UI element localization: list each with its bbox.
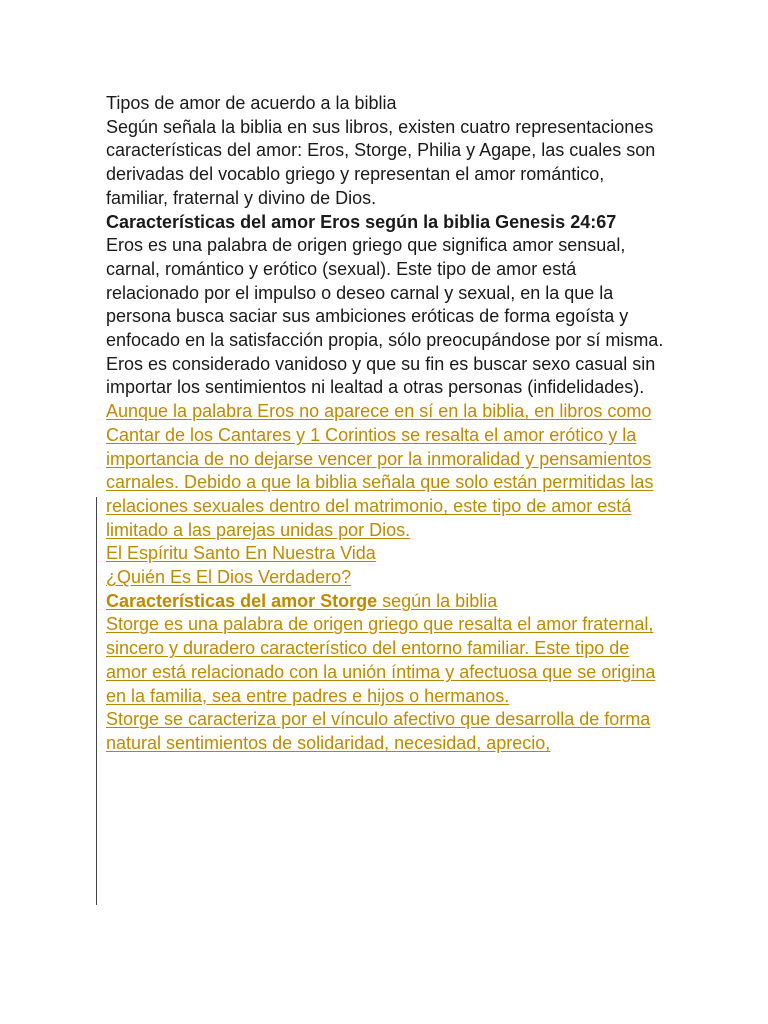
storge-paragraph-1-link[interactable]: Storge es una palabra de origen griego que resalta el amor fraternal, sincero y duradero característico del entorno familiar. Este tipo de amor está relacionado con la unión íntima y afectuosa que se origina en la familia, sea entre padres e hijos o hermanos. [106,614,656,706]
storge-paragraph-2-link[interactable]: Storge se caracteriza por el vínculo afectivo que desarrolla de forma natural sentimientos de solidaridad, necesidad, aprecio, [106,709,651,753]
eros-heading: Características del amor Eros según la biblia Genesis 24:67 [106,211,617,232]
eros-paragraph-2: Eros es considerado vanidoso y que su fin es buscar sexo casual sin importar los sentimientos ni lealtad a otras personas (infidelidades). [106,353,656,398]
link-espiritu-santo[interactable]: El Espíritu Santo En Nuestra Vida [106,543,376,564]
document-title: Tipos de amor de acuerdo a la biblia [106,93,397,113]
revision-change-bar [96,497,97,905]
document-body [106,92,666,756]
eros-paragraph-1: Eros es una palabra de origen griego que significa amor sensual, carnal, romántico y erótico (sexual). Este tipo de amor está relacionado por el impulso o deseo carnal y sexual, en la que la persona busca saciar sus ambiciones eróticas de forma egoísta y enfocado en la satisfacción propia, sólo preocupándose por sí misma. [106,235,664,351]
eros-paragraph-3-link[interactable]: Aunque la palabra Eros no aparece en sí en la biblia, en libros como Cantar de los Cantares y 1 Corintios se resalta el amor erótico y la importancia de no dejarse vencer por la inmoralidad y pensamientos carnales. Debido a que la biblia señala que solo están permitidas las relaciones sexuales dentro del matrimonio, este tipo de amor está limitado a las parejas unidas por Dios. [106,401,654,540]
link-dios-verdadero[interactable]: ¿Quién Es El Dios Verdadero? [106,567,352,588]
storge-heading-bold: Características del amor Storge [106,590,378,611]
storge-heading-rest: según la biblia [377,590,498,611]
storge-heading-link[interactable] [106,590,666,614]
intro-paragraph: Según señala la biblia en sus libros, existen cuatro representaciones características del amor: Eros, Storge, Philia y Agape, las cuales son derivadas del vocablo griego y representan el amor romántico, familiar, fraternal y divino de Dios. [106,116,656,208]
